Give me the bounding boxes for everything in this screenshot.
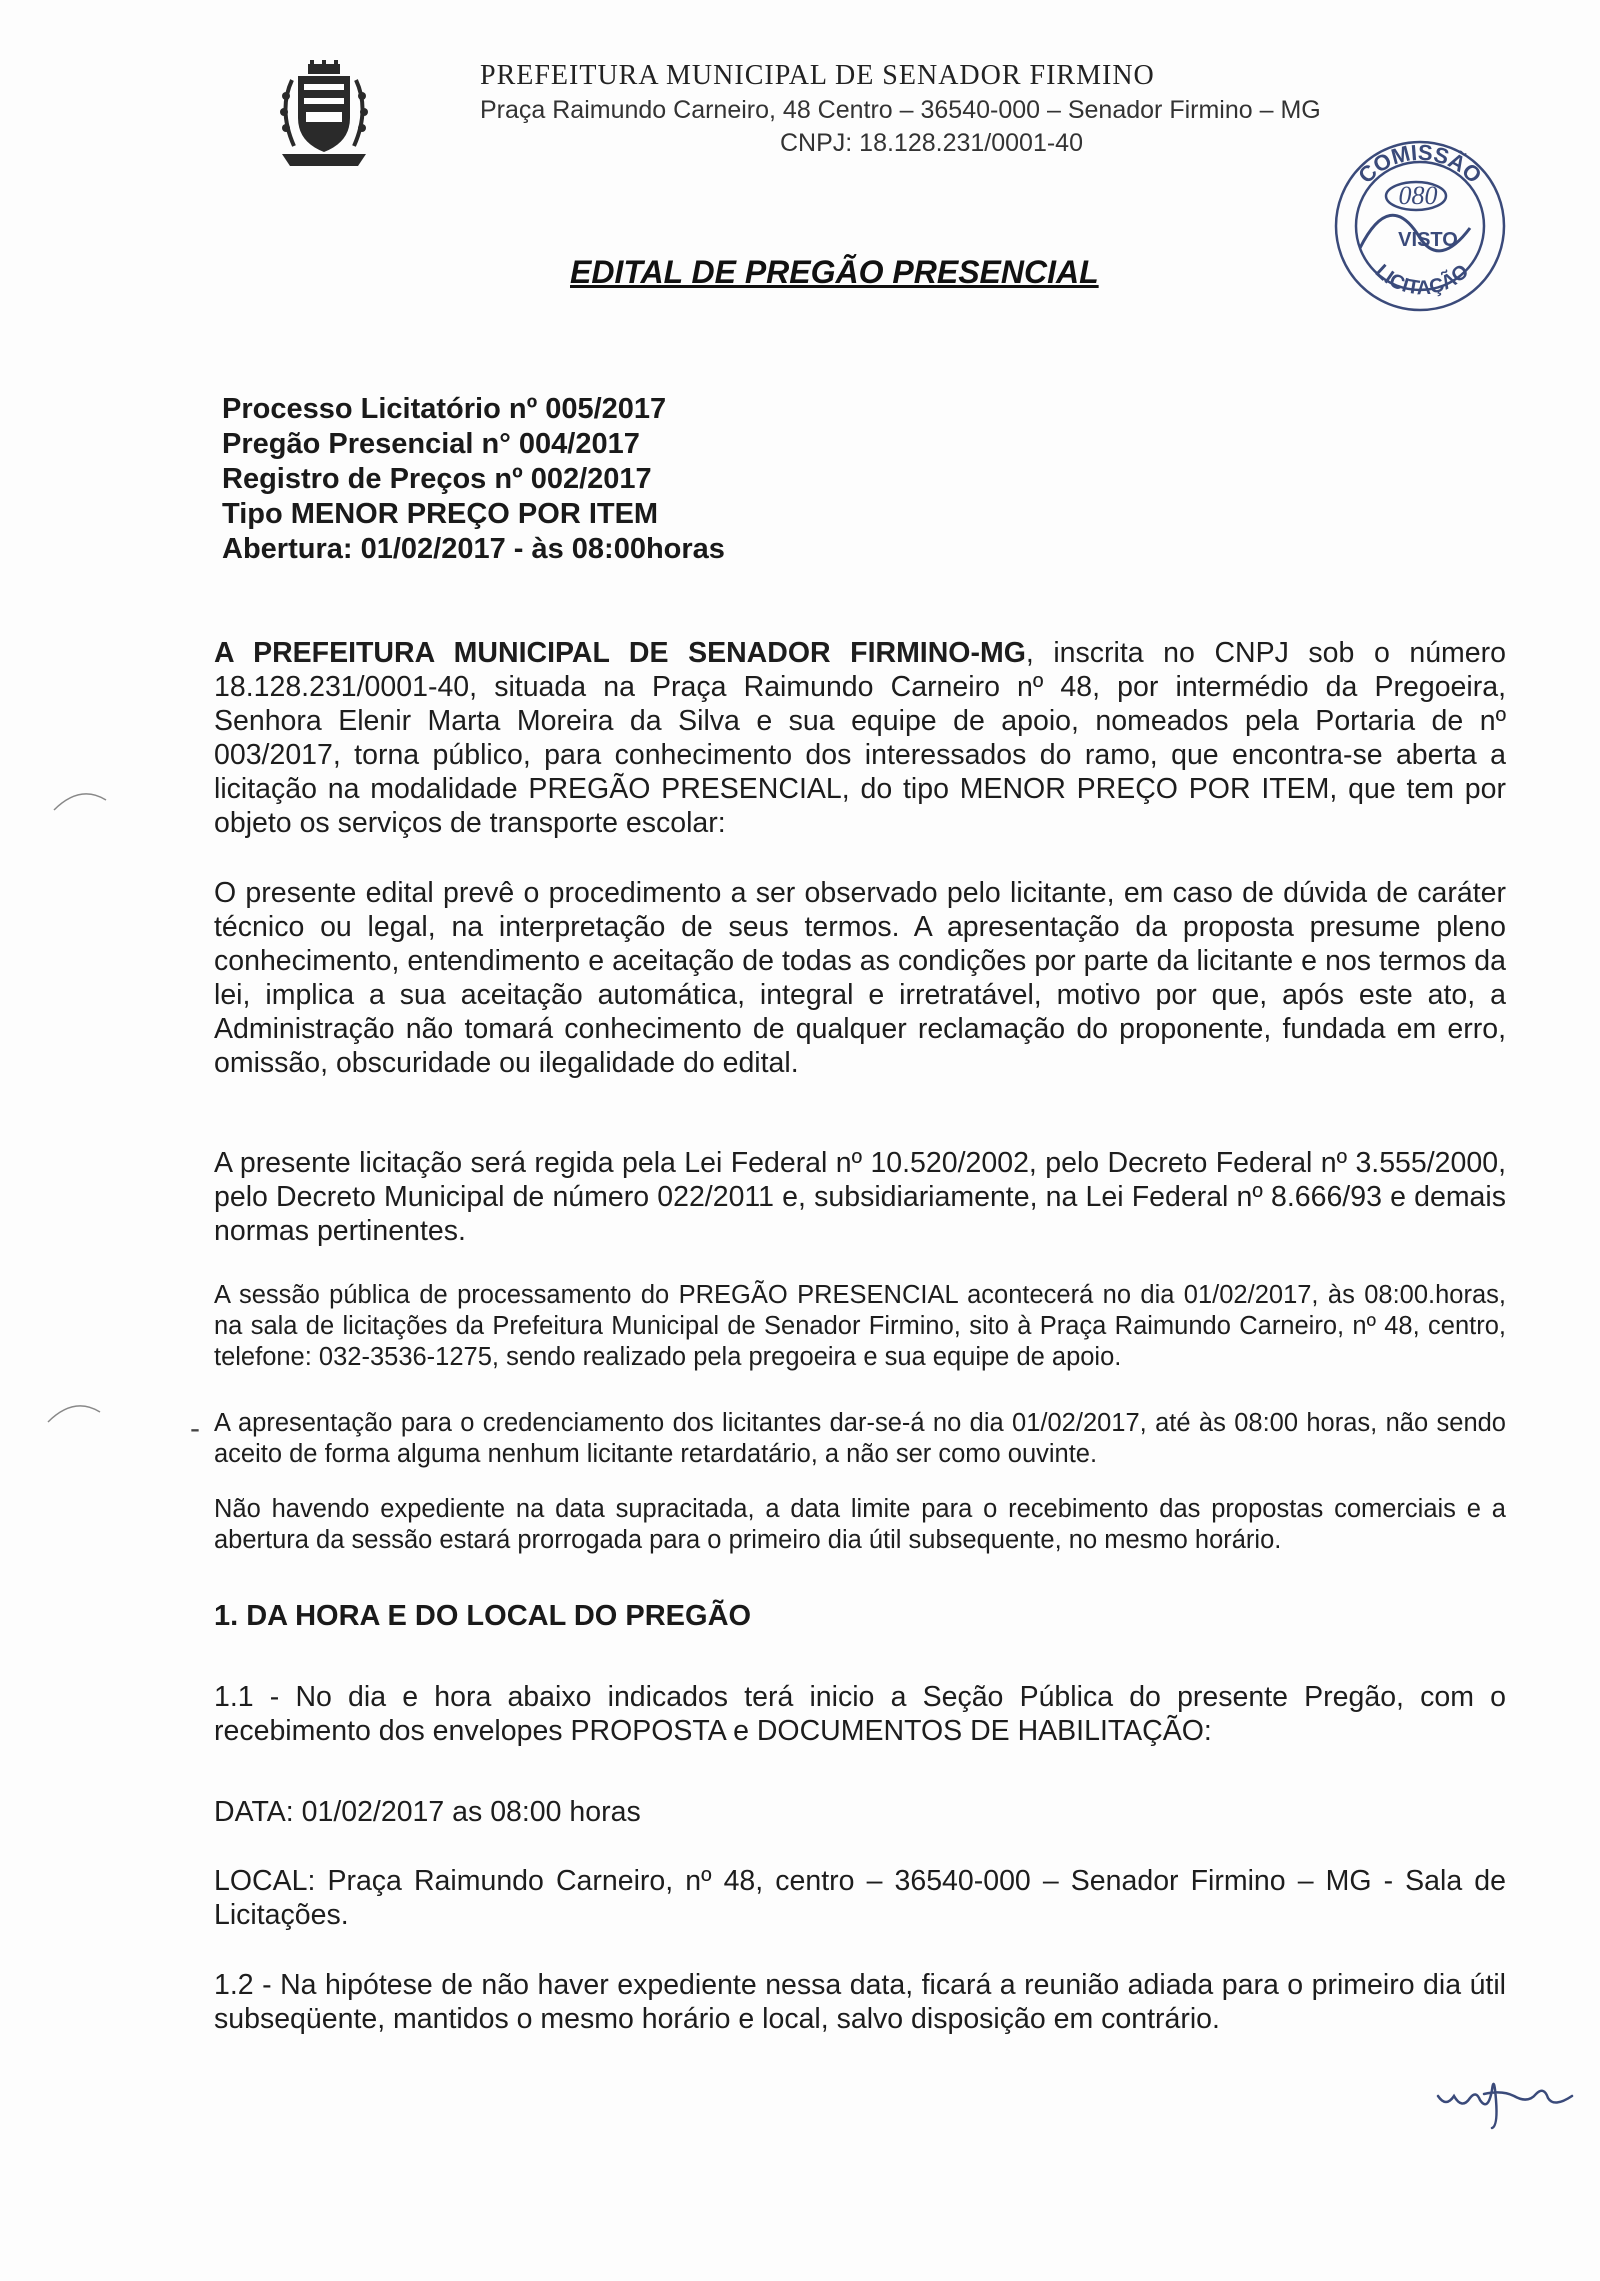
stamp-bottom-text: LICITAÇÃO [1370,260,1474,300]
procedure-paragraph: O presente edital prevê o procedimento a ser observado pelo licitante, em caso de dúvida de caráter técnico ou legal, na interpretação de seus termos. A apresentação da proposta presume pleno conhecimento, entendimento e aceitação de todas as condições por parte da licitante e nos termos da lei, implica a sua aceitação automática, integral e irretratável, motivo por que, após este ato, a Administração não tomará conhecimento de qualquer reclamação do proponente, fundada em erro, omissão, obscuridade ou ilegalidade do edital. [214,877,1506,1079]
postponement-paragraph: Não havendo expediente na data supracitada, a data limite para o recebimento das propostas comerciais e a abertura da sessão estará prorrogada para o primeiro dia útil subsequente, no mesmo horário. [214,1495,1506,1554]
svg-text:LICITAÇÃO [1371,260,1474,299]
item-1-2: 1.2 - Na hipótese de não haver expediente nessa data, ficará a reunião adiada para o primeiro dia útil subseqüente, mantidos o mesmo horário e local, salvo disposição em contrário. [214,1969,1506,2035]
tipo-line: Tipo MENOR PREÇO POR ITEM [222,498,659,530]
section-1-heading: 1. DA HORA E DO LOCAL DO PREGÃO [214,1600,752,1632]
registro-line: Registro de Preços nº 002/2017 [222,463,652,495]
session-paragraph: A sessão pública de processamento do PREGÃO PRESENCIAL acontecerá no dia 01/02/2017, às 08:00.horas, na sala de licitações da Prefeitura Municipal de Senador Firmino, sito à Praça Raimundo Carneiro, nº 48, centro, telefone: 032-3536-1275, sendo realizado pela pregoeira e sua equipe de apoio. [214,1281,1506,1371]
stamp-top-text: COMISSÃO [1353,139,1487,189]
legal-basis-paragraph: A presente licitação será regida pela Lei Federal nº 10.520/2002, pelo Decreto Federal nº 3.555/2000, pelo Decreto Municipal de número 022/2011 e, subsidiariamente, na Lei Federal nº 8.666/93 e demais normas pertinentes. [214,1147,1506,1247]
stamp-middle-text: VISTO [1398,229,1458,251]
commission-stamp [1320,128,1520,318]
scan-artifact [50,780,110,820]
municipality-cnpj: CNPJ: 18.128.231/0001-40 [780,129,1083,157]
intro-paragraph [214,636,1506,840]
process-metadata [222,392,725,567]
pregao-line: Pregão Presencial n° 004/2017 [222,428,640,460]
credential-paragraph: A apresentação para o credenciamento dos licitantes dar-se-á no dia 01/02/2017, até às 08:00 horas, não sendo aceito de forma alguma nenhum licitante retardatário, a não ser como ouvinte. [214,1409,1506,1468]
handwritten-rubric-icon [1432,2060,1582,2130]
session-location: LOCAL: Praça Raimundo Carneiro, nº 48, centro – 36540-000 – Senador Firmino – MG - Sala de Licitações. [214,1865,1506,1931]
document-title: EDITAL DE PREGÃO PRESENCIAL [570,254,1099,290]
item-1-1: 1.1 - No dia e hora abaixo indicados terá inicio a Seção Pública do presente Pregão, com o recebimento dos envelopes PROPOSTA e DOCUMENTOS DE HABILITAÇÃO: [214,1681,1506,1747]
intro-rest: , inscrita no CNPJ sob o número 18.128.231/0001-40, situada na Praça Raimundo Carneiro nº 48, por intermédio da Pregoeira, Senhora Elenir Marta Moreira da Silva e sua equipe de apoio, nomeados pela Portaria de nº 003/2017, torna público, para conhecimento dos interessados do ramo, que encontra-se aberta a licitação na modalidade PREGÃO PRESENCIAL, do tipo MENOR PREÇO POR ITEM, que tem por objeto os serviços de transporte escolar: [214,637,1506,839]
margin-mark: - [190,1412,200,1445]
stamp-number: 080 [1398,181,1438,210]
scan-artifact [44,1392,104,1432]
abertura-line: Abertura: 01/02/2017 - às 08:00horas [222,533,725,565]
intro-lead: A PREFEITURA MUNICIPAL DE SENADOR FIRMINO-MG [214,637,1026,669]
processo-line: Processo Licitatório nº 005/2017 [222,393,667,425]
municipality-name: PREFEITURA MUNICIPAL DE SENADOR FIRMINO [480,60,1155,91]
municipal-crest-icon [272,60,376,170]
municipality-address: Praça Raimundo Carneiro, 48 Centro – 36540-000 – Senador Firmino – MG [480,96,1321,124]
session-date: DATA: 01/02/2017 as 08:00 horas [214,1796,641,1828]
